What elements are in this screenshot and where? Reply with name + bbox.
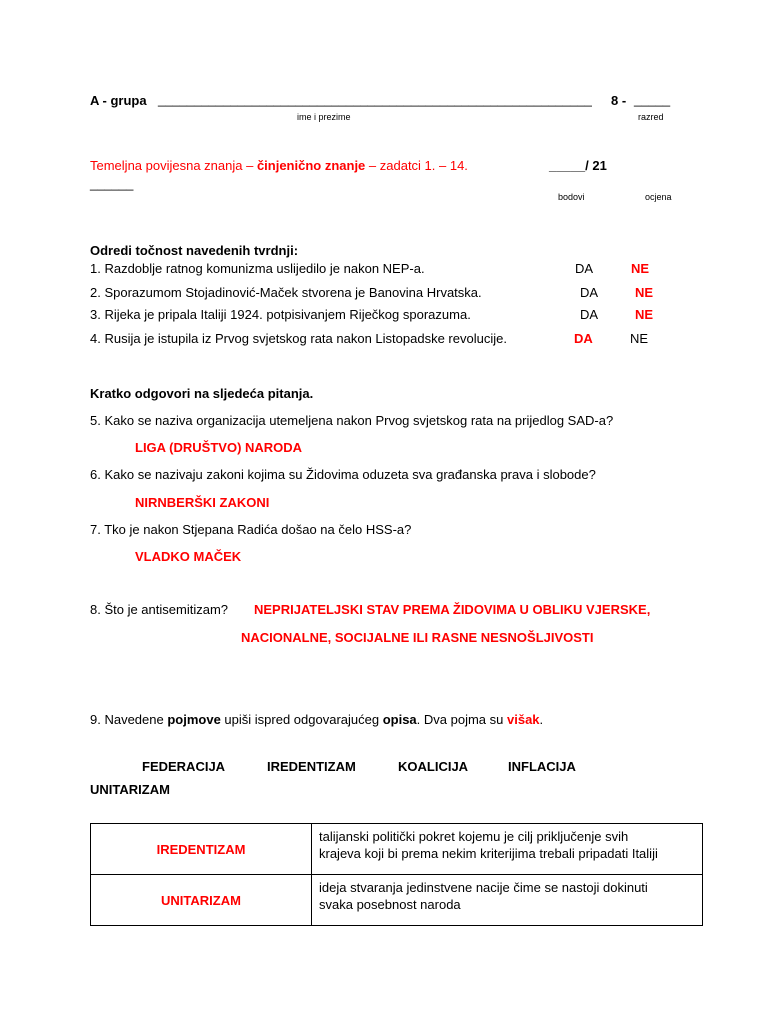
q9-part7: . <box>539 712 544 727</box>
q9-part3: upiši ispred odgovarajućeg <box>220 712 383 727</box>
q9-part4: opisa <box>382 712 417 727</box>
option-ne-1[interactable]: NE <box>631 261 650 276</box>
statement-3: 3. Rijeka je pripala Italiji 1924. potpisivanjem Riječkog sporazuma. <box>90 307 471 322</box>
match-description-cell <box>312 875 703 926</box>
question-8: 8. Što je antisemitizam? <box>90 602 229 617</box>
section-title-part1: Temeljna povijesna znanja – <box>90 158 257 173</box>
grade-field[interactable]: ______ <box>90 176 134 191</box>
section-title <box>90 158 468 173</box>
class-caption: razred <box>638 112 664 122</box>
answer-7[interactable]: VLADKO MAČEK <box>135 549 242 564</box>
option-da-2[interactable]: DA <box>580 285 599 300</box>
q9-part5: . Dva pojma su <box>416 712 507 727</box>
option-ne-4[interactable]: NE <box>630 331 649 346</box>
match-term-cell[interactable]: UNITARIZAM <box>91 875 312 926</box>
statement-2: 2. Sporazumom Stojadinović-Maček stvorena je Banovina Hrvatska. <box>90 285 482 300</box>
points-caption: bodovi <box>558 192 585 202</box>
name-caption: ime i prezime <box>297 112 351 122</box>
points-field[interactable]: _____/ 21 <box>549 158 607 173</box>
table-row <box>91 875 703 926</box>
table-row <box>91 824 703 875</box>
question-6: 6. Kako se nazivaju zakoni kojima su Židovima oduzeta sva građanska prava i slobode? <box>90 467 596 482</box>
question-9 <box>90 712 543 727</box>
matching-table <box>90 823 703 926</box>
short-heading: Kratko odgovori na sljedeća pitanja. <box>90 386 314 401</box>
term-unitarizam: UNITARIZAM <box>90 782 170 797</box>
option-ne-3[interactable]: NE <box>635 307 654 322</box>
description-line: talijanski politički pokret kojemu je cilj priključenje svih <box>319 829 629 844</box>
match-term-cell[interactable]: IREDENTIZAM <box>91 824 312 875</box>
match-description-cell <box>312 824 703 875</box>
q9-part1: 9. Navedene <box>90 712 168 727</box>
description-line: ideja stvaranja jedinstvene nacije čime se nastoji dokinuti <box>319 880 648 895</box>
term-inflacija: INFLACIJA <box>508 759 576 774</box>
section-title-part2: – zadatci 1. – 14. <box>365 158 468 173</box>
question-7: 7. Tko je nakon Stjepana Radića došao na čelo HSS-a? <box>90 522 412 537</box>
option-da-1[interactable]: DA <box>575 261 594 276</box>
group-label: A - grupa <box>90 93 147 108</box>
option-da-3[interactable]: DA <box>580 307 599 322</box>
grade-caption: ocjena <box>645 192 672 202</box>
q9-part6: višak <box>507 712 540 727</box>
answer-8-line2[interactable]: NACIONALNE, SOCIJALNE ILI RASNE NESNOŠLJIVOSTI <box>241 630 594 645</box>
statement-4: 4. Rusija je istupila iz Prvog svjetskog rata nakon Listopadske revolucije. <box>90 331 507 346</box>
question-5: 5. Kako se naziva organizacija utemeljena nakon Prvog svjetskog rata na prijedlog SAD-a? <box>90 413 614 428</box>
class-prefix: 8 - <box>611 93 627 108</box>
description-line: krajeva koji bi prema nekim kriterijima trebali pripadati Italiji <box>319 846 658 861</box>
name-field[interactable]: ____________________________________________________________ <box>158 92 592 107</box>
statement-1: 1. Razdoblje ratnog komunizma uslijedilo je nakon NEP-a. <box>90 261 425 276</box>
term-iredentizam: IREDENTIZAM <box>267 759 356 774</box>
option-ne-2[interactable]: NE <box>635 285 654 300</box>
option-da-4[interactable]: DA <box>574 331 593 346</box>
truefalse-heading: Odredi točnost navedenih tvrdnji: <box>90 243 299 258</box>
term-federacija: FEDERACIJA <box>142 759 226 774</box>
answer-5[interactable]: LIGA (DRUŠTVO) NARODA <box>135 440 303 455</box>
description-line: svaka posebnost naroda <box>319 897 461 912</box>
answer-8-line1[interactable]: NEPRIJATELJSKI STAV PREMA ŽIDOVIMA U OBLIKU VJERSKE, <box>254 602 651 617</box>
answer-6[interactable]: NIRNBERŠKI ZAKONI <box>135 495 270 510</box>
q9-part2: pojmove <box>167 712 221 727</box>
section-title-bold: činjenično znanje <box>256 158 366 173</box>
term-koalicija: KOALICIJA <box>398 759 469 774</box>
class-field[interactable]: _____ <box>634 92 671 107</box>
